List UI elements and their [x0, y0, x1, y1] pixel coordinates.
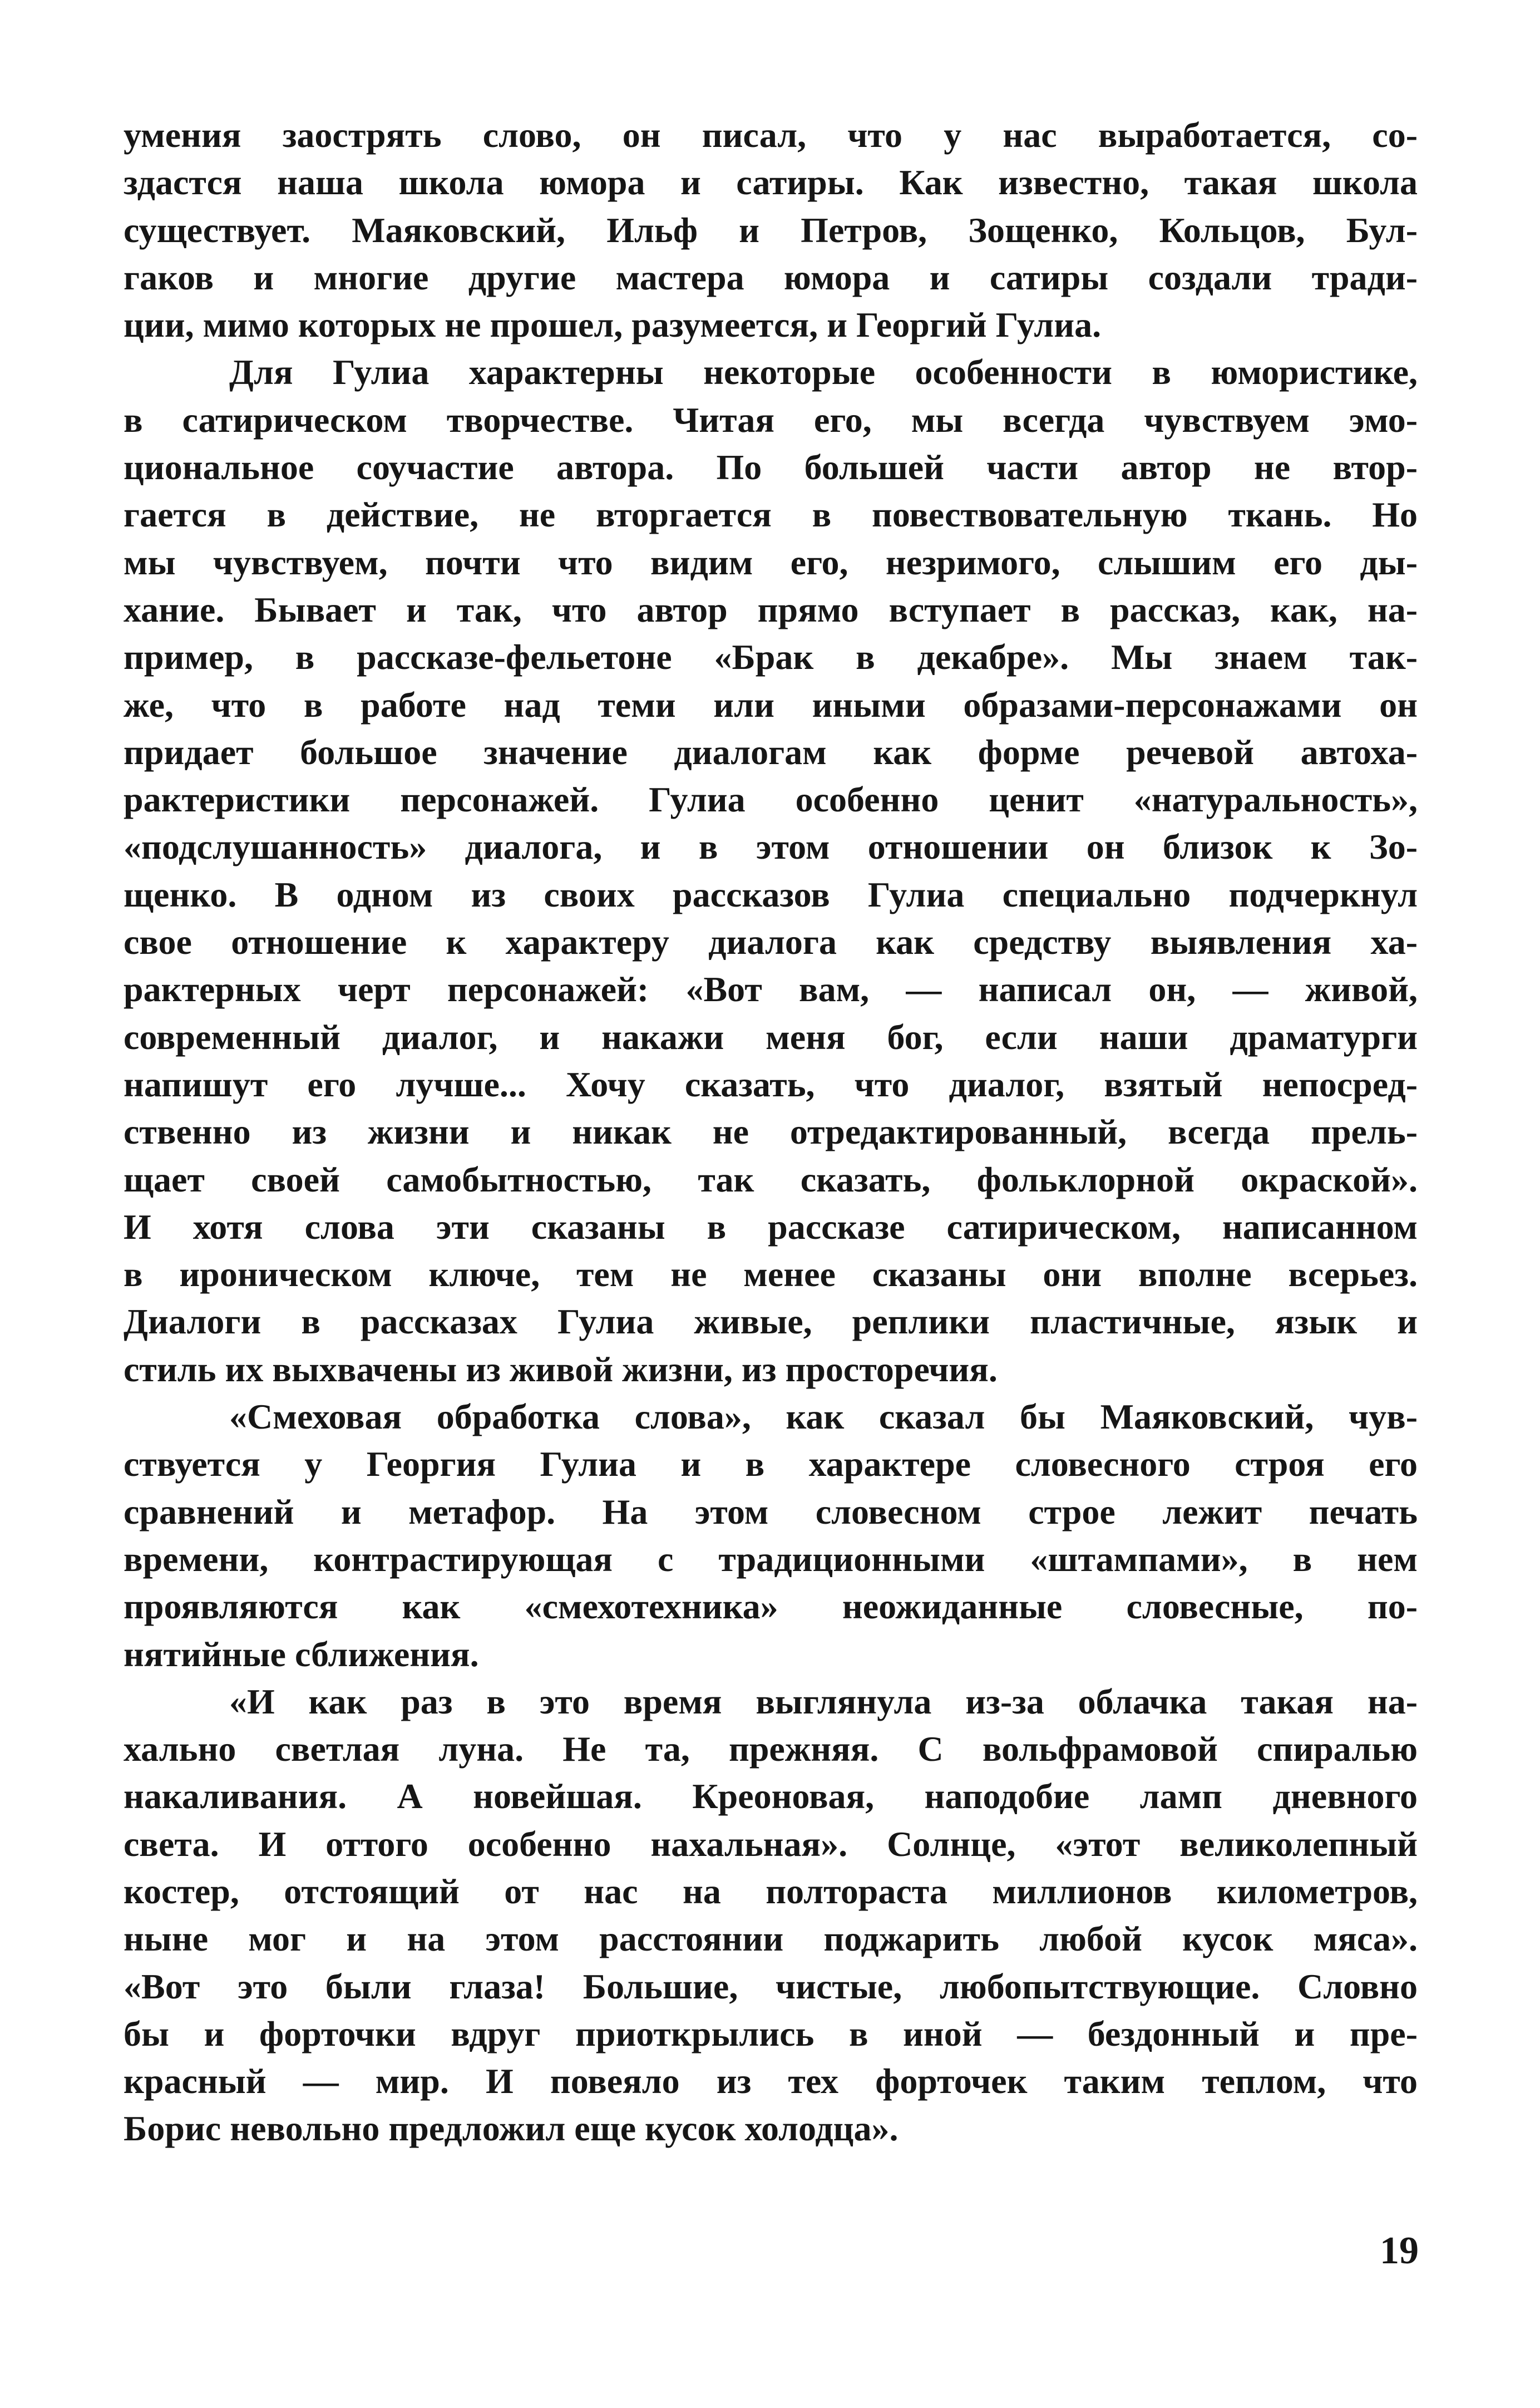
text-line: пример, в рассказе-фельетоне «Брак в декабре». Мы знаем так- [124, 637, 1418, 677]
text-line: хание. Бывает и так, что автор прямо вступает в рассказ, как, на- [124, 589, 1418, 629]
text-line: щенко. В одном из своих рассказов Гулиа специально подчеркнул [124, 874, 1418, 914]
text-line: существует. Маяковский, Ильф и Петров, Зощенко, Кольцов, Бул- [124, 210, 1418, 250]
text-line: Для Гулиа характерны некоторые особенности в юмористике, [229, 352, 1418, 392]
text-line: проявляются как «смехотехника» неожиданные словесные, по- [124, 1587, 1418, 1627]
text-line: красный — мир. И повеяло из тех форточек таким теплом, что [124, 2061, 1418, 2101]
text-line: сравнений и метафор. На этом словесном строе лежит печать [124, 1491, 1418, 1532]
text-line: современный диалог, и накажи меня бог, если наши драматурги [124, 1017, 1418, 1057]
body-text [124, 111, 1418, 2153]
text-line: ныне мог и на этом расстоянии поджарить любой кусок мяса». [124, 1919, 1418, 1959]
text-line: умения заострять слово, он писал, что у нас выработается, со- [124, 115, 1418, 155]
text-line: «Смеховая обработка слова», как сказал бы Маяковский, чув- [229, 1397, 1418, 1437]
text-line: гаков и многие другие мастера юмора и сатиры создали тради- [124, 257, 1418, 297]
text-line: нятийные сближения. [124, 1634, 479, 1674]
text-line: в ироническом ключе, тем не менее сказаны они вполне всерьез. [124, 1254, 1418, 1294]
text-line: в сатирическом творчестве. Читая его, мы всегда чувствуем эмо- [124, 400, 1418, 440]
text-line: же, что в работе над теми или иными образами-персонажами он [124, 685, 1418, 725]
text-line: ции, мимо которых не прошел, разумеется, и Георгий Гулиа. [124, 305, 1102, 345]
text-line: Борис невольно предложил еще кусок холодца». [124, 2109, 899, 2149]
text-line: времени, контрастирующая с традиционными «штампами», в нем [124, 1539, 1418, 1579]
text-line: света. И оттого особенно нахальная». Солнце, «этот великолепный [124, 1824, 1418, 1864]
text-line: здастся наша школа юмора и сатиры. Как известно, такая школа [124, 162, 1418, 203]
text-line: И хотя слова эти сказаны в рассказе сатирическом, написанном [124, 1207, 1418, 1247]
text-line: придает большое значение диалогам как форме речевой автоха- [124, 732, 1418, 772]
text-line: ственно из жизни и никак не отредактированный, всегда прель- [124, 1112, 1418, 1152]
text-line: щает своей самобытностью, так сказать, фольклорной окраской». [124, 1159, 1418, 1199]
text-line: хально светлая луна. Не та, прежняя. С вольфрамовой спиралью [124, 1729, 1418, 1769]
text-line: мы чувствуем, почти что видим его, незримого, слышим его ды- [124, 542, 1418, 582]
text-line: «подслушанность» диалога, и в этом отношении он близок к Зо- [124, 827, 1418, 867]
text-line: костер, отстоящий от нас на полтораста миллионов километров, [124, 1871, 1418, 1911]
text-line: Диалоги в рассказах Гулиа живые, реплики пластичные, язык и [124, 1302, 1418, 1342]
text-line: гается в действие, не вторгается в повествовательную ткань. Но [124, 495, 1418, 535]
text-line: ствуется у Георгия Гулиа и в характере словесного строя его [124, 1444, 1418, 1484]
text-line: рактерных черт персонажей: «Вот вам, — написал он, — живой, [124, 969, 1418, 1010]
text-line: «Вот это были глаза! Большие, чистые, любопытствующие. Словно [124, 1966, 1418, 2006]
text-line: циональное соучастие автора. По большей части автор не втор- [124, 447, 1418, 487]
text-line: напишут его лучше... Хочу сказать, что диалог, взятый непосред- [124, 1064, 1418, 1104]
text-line: свое отношение к характеру диалога как средству выявления ха- [124, 922, 1418, 962]
text-line: бы и форточки вдруг приоткрылись в иной — бездонный и пре- [124, 2013, 1418, 2054]
text-line: накаливания. А новейшая. Креоновая, наподобие ламп дневного [124, 1776, 1418, 1816]
text-line: рактеристики персонажей. Гулиа особенно ценит «натуральность», [124, 780, 1418, 820]
page-number: 19 [1380, 2229, 1419, 2272]
text-line: стиль их выхвачены из живой жизни, из просторечия. [124, 1349, 998, 1389]
text-line: «И как раз в это время выглянула из-за облачка такая на- [229, 1681, 1418, 1721]
